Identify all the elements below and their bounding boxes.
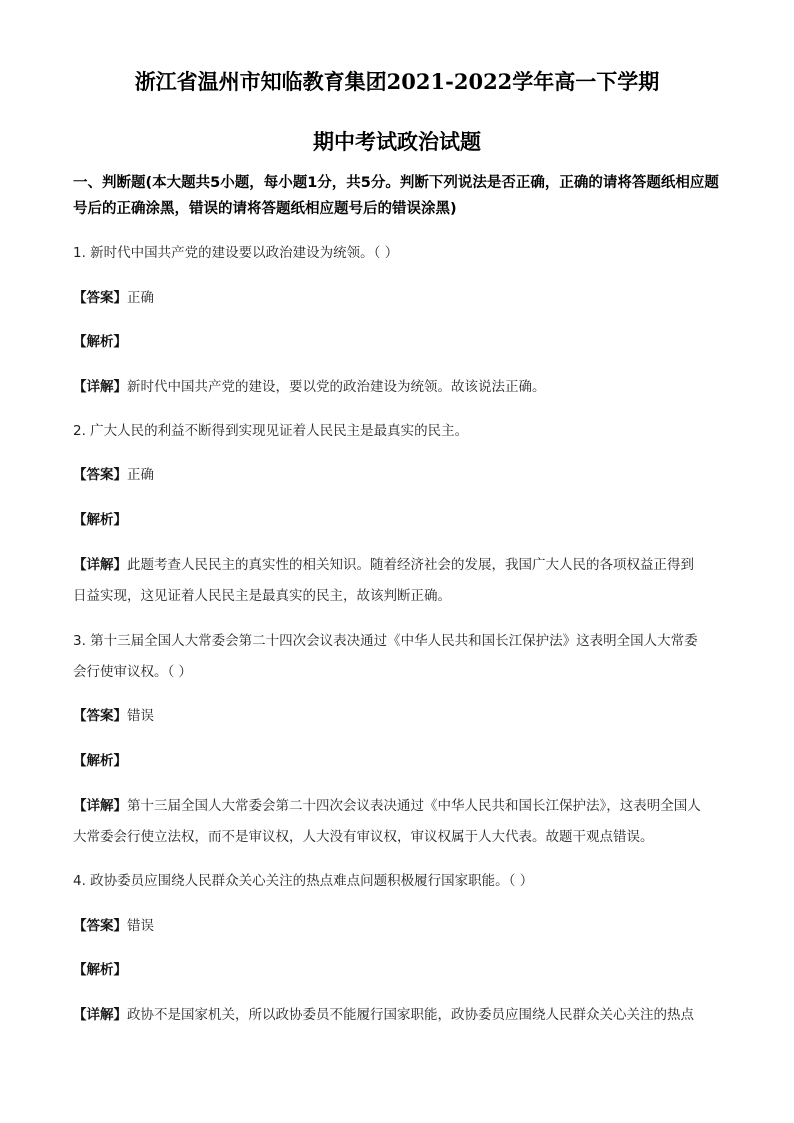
question-3-detail <box>73 794 701 814</box>
answer-label: 【答案】 <box>73 290 127 306</box>
detail-text: 新时代中国共产党的建设，要以党的政治建设为统领。故该说法正确。 <box>127 379 546 395</box>
question-3-stem: 3. 第十三届全国人大常委会第二十四次会议表决通过《中华人民共和国长江保护法》这表明全国人大常委 <box>73 633 698 649</box>
detail-text: 第十三届全国人大常委会第二十四次会议表决通过《中华人民共和国长江保护法》，这表明全国人 <box>127 798 701 814</box>
question-4-answer <box>73 914 154 934</box>
document-title-line1: 浙江省温州市知临教育集团2021-2022学年高一下学期 <box>134 69 660 94</box>
analysis-label: 【解析】 <box>73 334 127 350</box>
question-4-stem: 4. 政协委员应围绕人民群众关心关注的热点难点问题积极履行国家职能。（ ） <box>73 873 534 889</box>
detail-label: 【详解】 <box>73 798 127 814</box>
detail-label: 【详解】 <box>73 557 127 573</box>
question-2-analysis <box>73 508 127 528</box>
answer-label: 【答案】 <box>73 467 127 483</box>
analysis-label: 【解析】 <box>73 753 127 769</box>
question-3-analysis <box>73 749 127 769</box>
question-2-answer <box>73 463 154 483</box>
answer-value: 错误 <box>127 708 154 724</box>
question-4-detail <box>73 1003 694 1023</box>
question-3-detail-cont: 大常委会行使立法权，而不是审议权，人大没有审议权，审议权属于人大代表。故题干观点错误。 <box>73 829 654 845</box>
answer-value: 错误 <box>127 918 154 934</box>
question-1-answer <box>73 286 154 306</box>
section-heading: 一、判断题(本大题共5小题，每小题1分，共5分。判断下列说法是否正确，正确的请将答题纸相应题号后的正确涂黑，错误的请将答题纸相应题号后的错误涂黑) <box>73 175 719 217</box>
answer-label: 【答案】 <box>73 918 127 934</box>
document-title-line2: 期中考试政治试题 <box>313 129 481 154</box>
answer-label: 【答案】 <box>73 708 127 724</box>
question-1-stem: 1. 新时代中国共产党的建设要以政治建设为统领。（ ） <box>73 245 399 261</box>
question-2-detail <box>73 553 694 573</box>
detail-label: 【详解】 <box>73 379 127 395</box>
question-2-detail-cont: 日益实现，这见证着人民民主是最真实的民主，故该判断正确。 <box>73 588 451 604</box>
analysis-label: 【解析】 <box>73 512 127 528</box>
detail-label: 【详解】 <box>73 1007 127 1023</box>
question-1-analysis <box>73 330 127 350</box>
detail-text: 政协不是国家机关，所以政协委员不能履行国家职能，政协委员应围绕人民群众关心关注的热点 <box>127 1007 694 1023</box>
detail-text: 此题考查人民民主的真实性的相关知识。随着经济社会的发展，我国广大人民的各项权益正得到 <box>127 557 694 573</box>
question-1-detail <box>73 375 546 395</box>
question-4-analysis <box>73 958 127 978</box>
question-3-stem-cont: 会行使审议权。（ ） <box>73 664 193 680</box>
question-2-stem: 2. 广大人民的利益不断得到实现见证着人民民主是最真实的民主。 <box>73 423 469 439</box>
answer-value: 正确 <box>127 290 154 306</box>
question-3-answer <box>73 704 154 724</box>
analysis-label: 【解析】 <box>73 962 127 978</box>
answer-value: 正确 <box>127 467 154 483</box>
